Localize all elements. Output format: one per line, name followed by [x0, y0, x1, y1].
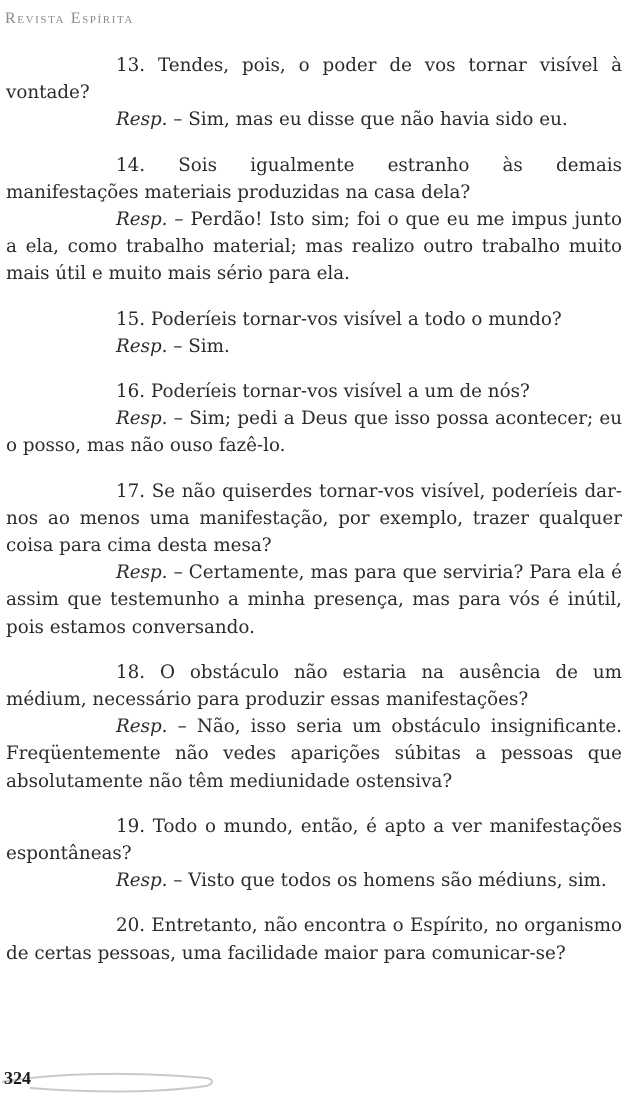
- page-swoosh-ornament: [0, 1068, 220, 1096]
- qa-entry: [6, 152, 622, 288]
- answer-label: Resp.: [116, 408, 168, 430]
- question: 14. Sois igualmente estranho às demais manifestações materiais produzidas na casa dela?: [6, 154, 622, 203]
- answer-text: – Perdão! Isto sim; foi o que eu me impus junto a ela, como trabalho material; mas realizo outro trabalho muito mais útil e muito mais sério para ela.: [6, 209, 622, 285]
- question: 20. Entretanto, não encontra o Espírito, no organismo de certas pessoas, uma facilidade maior para comunicar-se?: [6, 915, 622, 964]
- answer-text: – Sim.: [167, 335, 230, 357]
- question: 17. Se não quiserdes tornar-vos visível, poderíeis dar-nos ao menos uma manifestação, por exemplo, trazer qualquer coisa para cima desta mesa?: [6, 480, 622, 557]
- qa-entry: [6, 378, 622, 460]
- answer: [6, 559, 622, 641]
- answer-label: Resp.: [116, 562, 168, 584]
- running-header: Revista Espírita: [5, 10, 134, 27]
- answer-text: – Sim, mas eu disse que não havia sido eu.: [167, 109, 568, 131]
- answer-label: Resp.: [116, 335, 168, 357]
- answer-label: Resp.: [116, 209, 168, 231]
- qa-entry: [6, 912, 622, 966]
- answer-label: Resp.: [116, 716, 168, 738]
- question: 13. Tendes, pois, o poder de vos tornar visível à vontade?: [6, 55, 622, 104]
- answer-text: – Não, isso seria um obstáculo insignificante. Freqüentemente não vedes aparições súbitas a pessoas que absolutamente não têm mediunidade ostensiva?: [6, 716, 622, 792]
- answer: [6, 405, 622, 459]
- answer: [6, 206, 622, 288]
- qa-entry: [6, 659, 622, 795]
- page-number: 324: [4, 1068, 31, 1088]
- answer: [6, 106, 622, 133]
- page-body: [6, 52, 622, 985]
- question: 18. O obstáculo não estaria na ausência de um médium, necessário para produzir essas manifestações?: [6, 661, 622, 711]
- answer: [6, 333, 622, 360]
- answer-text: – Certamente, mas para que serviria? Para ela é assim que testemunho a minha presença, mas para vós é inútil, pois estamos conversando.: [6, 562, 622, 638]
- answer: [6, 867, 622, 894]
- answer-label: Resp.: [116, 109, 168, 131]
- question: 16. Poderíeis tornar-vos visível a um de nós?: [116, 381, 530, 403]
- answer-text: – Sim; pedi a Deus que isso possa acontecer; eu o posso, mas não ouso fazê-lo.: [6, 408, 622, 457]
- question: 15. Poderíeis tornar-vos visível a todo o mundo?: [116, 308, 562, 330]
- answer-text: – Visto que todos os homens são médiuns, sim.: [167, 870, 607, 892]
- qa-entry: [6, 478, 622, 641]
- qa-entry: [6, 306, 622, 360]
- qa-entry: [6, 813, 622, 895]
- answer: [6, 713, 622, 795]
- question: 19. Todo o mundo, então, é apto a ver manifestações espontâneas?: [6, 815, 622, 865]
- answer-label: Resp.: [116, 870, 168, 892]
- qa-entry: [6, 52, 622, 134]
